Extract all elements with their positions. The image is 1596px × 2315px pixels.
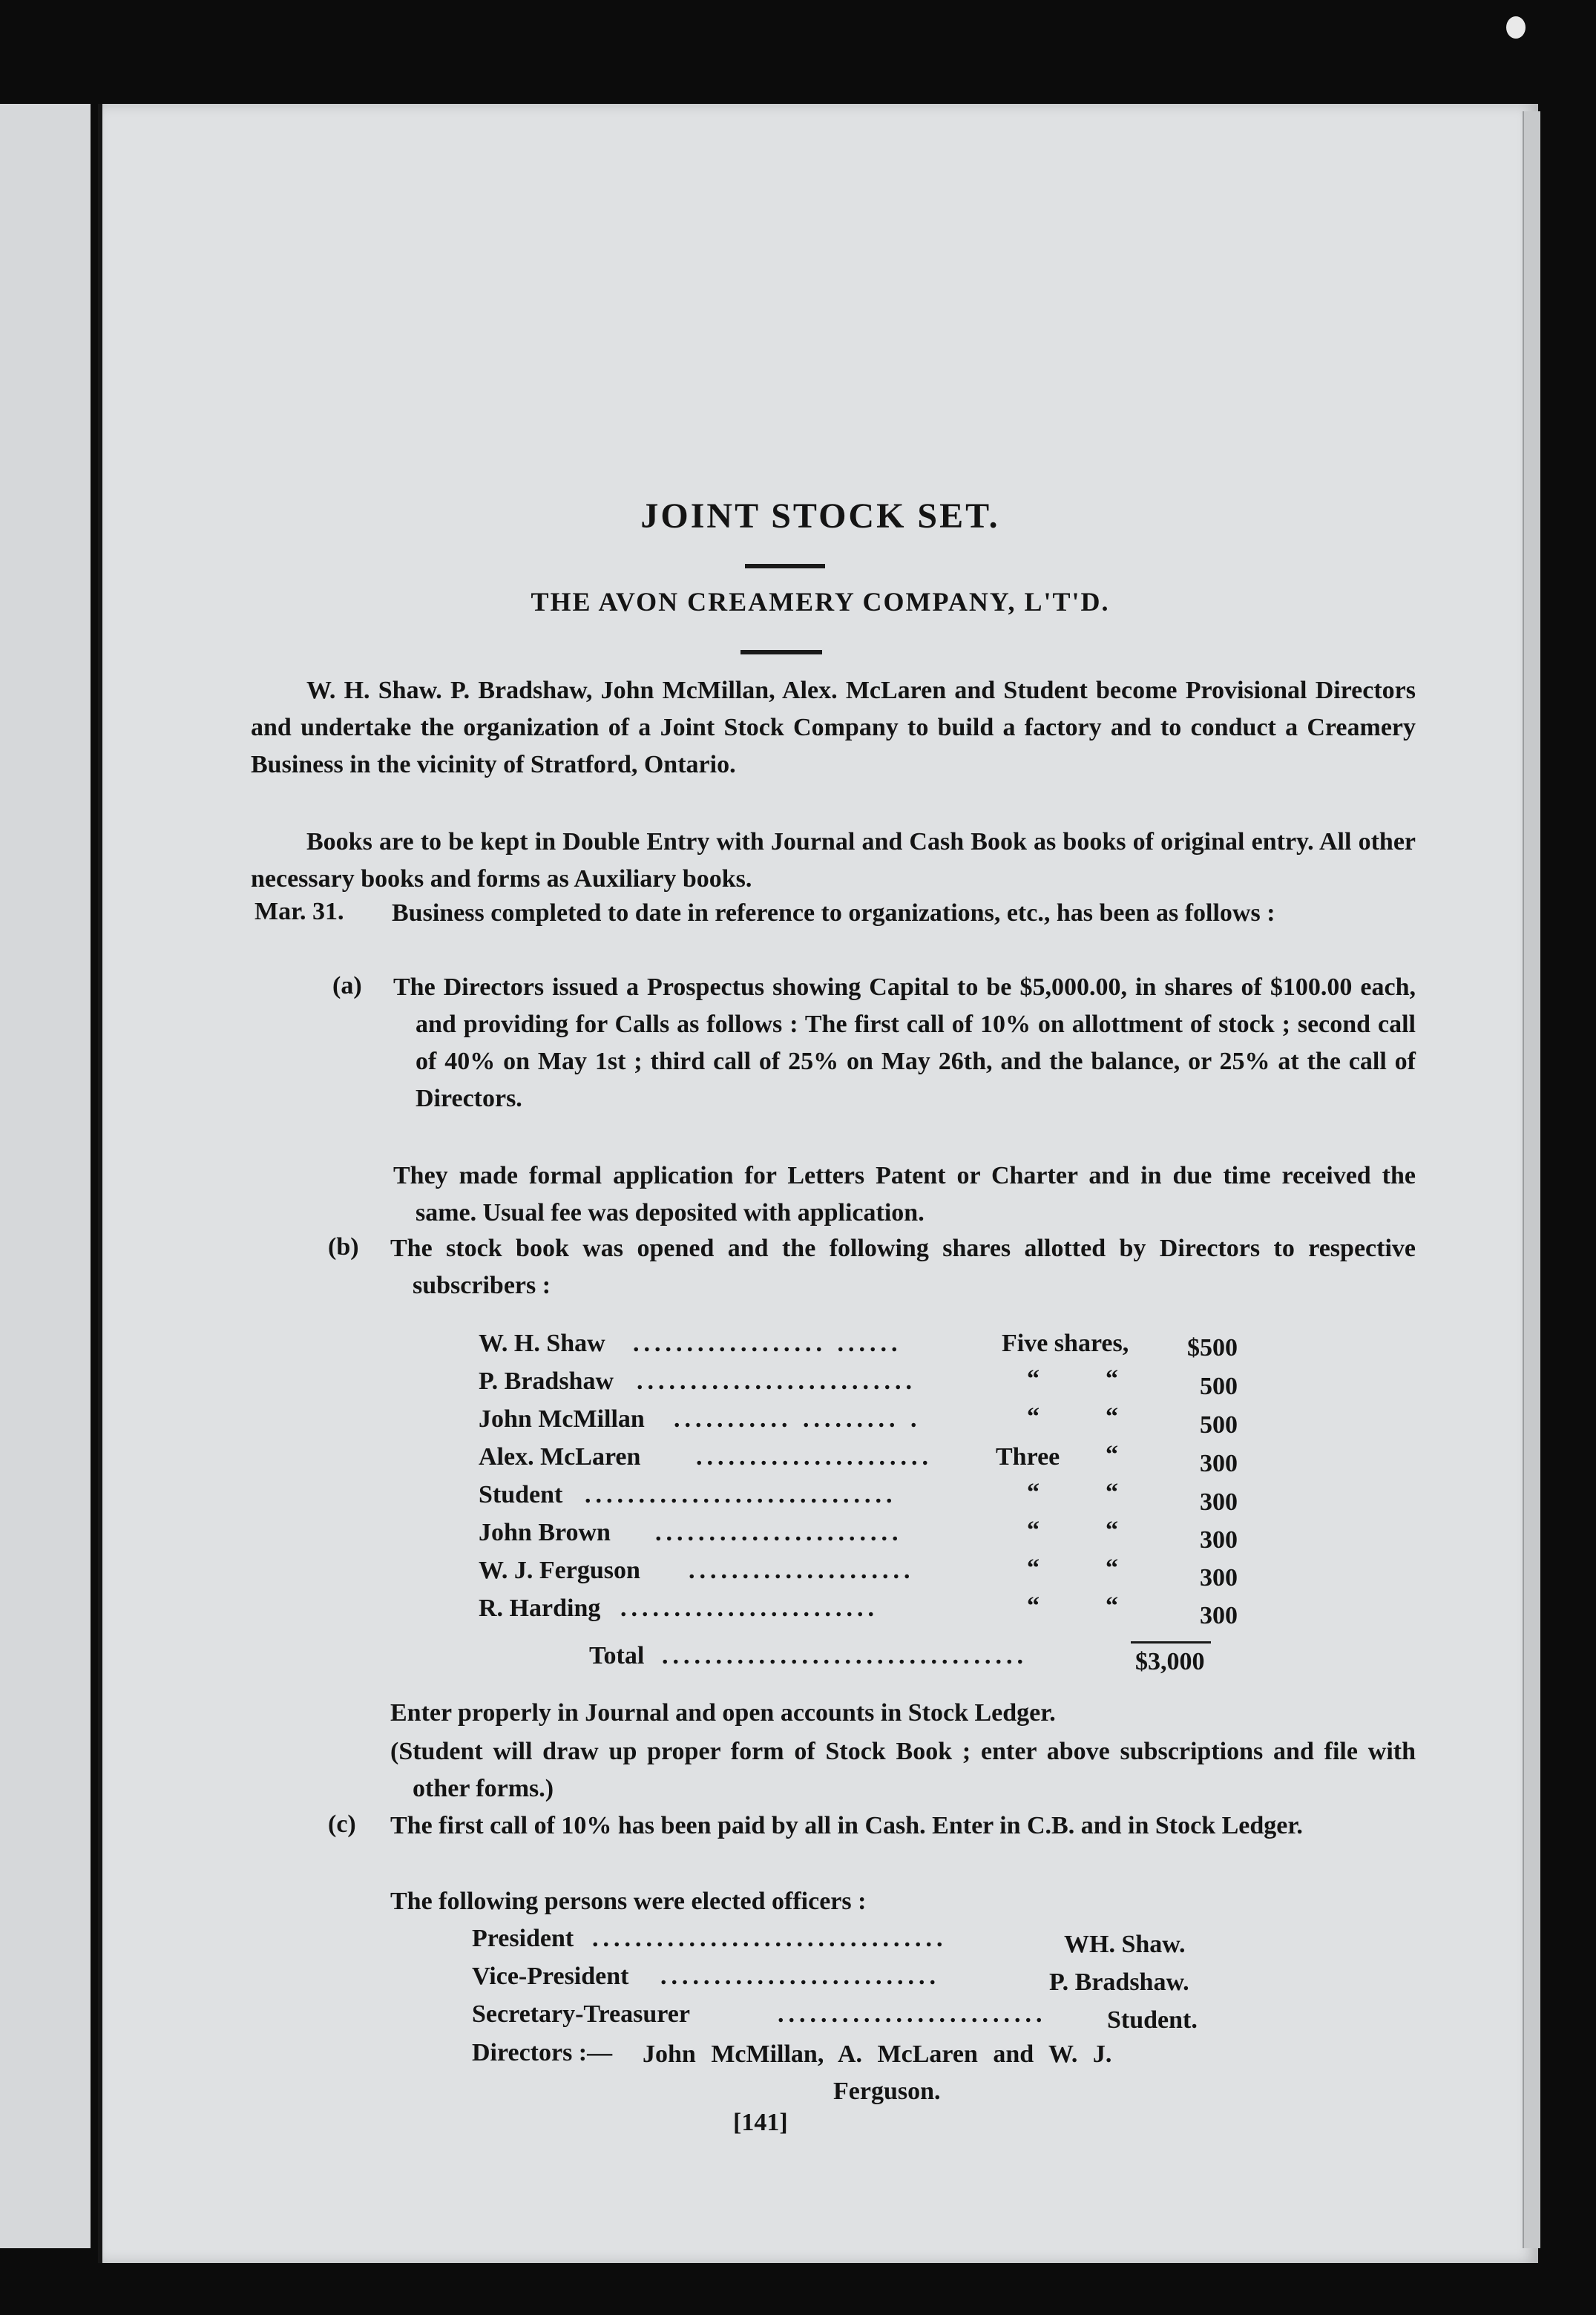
intro-paragraph: W. H. Shaw. P. Bradshaw, John McMillan, Alex. McLaren and Student become Provisional Directors and undertake the organization of a Joint Stock Company to build a factory and to conduct a Creamery Business in the vicinity of Stratford, Ontario. xyxy=(251,677,1416,778)
books-paragraph: Books are to be kept in Double Entry with Journal and Cash Book as books of original entry. All other necessary books and forms as Auxiliary books. xyxy=(251,828,1416,893)
ditto-mark: “ xyxy=(1106,1554,1118,1582)
subscriber-name: John McMillan xyxy=(479,1405,645,1433)
subscriber-shares: Three xyxy=(996,1443,1060,1471)
ditto-mark: “ xyxy=(1106,1403,1118,1431)
total-rule xyxy=(1131,1641,1211,1644)
subscriber-amount: 300 xyxy=(1200,1526,1238,1554)
subscriber-amount: 500 xyxy=(1200,1411,1238,1439)
item-b-text: The stock book was opened and the following shares allotted by Directors to respective subscribers : xyxy=(390,1235,1416,1299)
subscriber-amount: 300 xyxy=(1200,1602,1238,1629)
leader-dots: .................. ...... xyxy=(633,1330,902,1357)
date-label: Mar. 31. xyxy=(254,898,344,925)
officer-name: Student. xyxy=(1107,2006,1198,2034)
subscriber-name: W. J. Ferguson xyxy=(479,1557,640,1584)
officer-name: WH. Shaw. xyxy=(1064,1931,1186,1958)
leader-dots: .......................... xyxy=(660,1963,940,1990)
ditto-mark: “ xyxy=(1106,1517,1118,1544)
officer-role: Vice-President xyxy=(472,1963,629,1990)
subscriber-name: John Brown xyxy=(479,1519,611,1546)
subscriber-name: P. Bradshaw xyxy=(479,1367,614,1395)
leader-dots: .......................... xyxy=(637,1367,916,1395)
title-rule xyxy=(745,564,825,568)
student-note: (Student will draw up proper form of Stock Book ; enter above subscriptions and file with other forms.) xyxy=(390,1738,1416,1802)
leader-dots: ...................... xyxy=(696,1443,933,1471)
ditto-mark: “ xyxy=(1027,1403,1040,1431)
subscriber-name: Alex. McLaren xyxy=(479,1443,641,1471)
leader-dots: ................................. xyxy=(592,1925,948,1952)
leader-dots: ........... ......... . xyxy=(674,1405,922,1433)
leader-dots: ..................... xyxy=(689,1557,915,1584)
ditto-mark: “ xyxy=(1027,1554,1040,1582)
ditto-mark: “ xyxy=(1106,1365,1118,1393)
facing-page-edge xyxy=(0,104,91,2248)
subscriber-name: R. Harding xyxy=(479,1595,601,1622)
officers-intro: The following persons were elected officers : xyxy=(390,1888,867,1915)
subtitle-rule xyxy=(740,650,822,654)
subscriber-amount: 500 xyxy=(1200,1373,1238,1400)
item-c-text: The first call of 10% has been paid by all in Cash. Enter in C.B. and in Stock Ledger. xyxy=(390,1812,1303,1839)
enter-line: Enter properly in Journal and open accounts in Stock Ledger. xyxy=(390,1699,1056,1727)
subscriber-shares: Five shares, xyxy=(1002,1330,1129,1357)
subscriber-name: Student xyxy=(479,1481,563,1508)
leader-dots: .................................. xyxy=(662,1642,1028,1669)
scan-mark xyxy=(1506,16,1526,39)
ditto-mark: “ xyxy=(1106,1479,1118,1506)
ditto-mark: “ xyxy=(1027,1592,1040,1620)
ditto-mark: “ xyxy=(1027,1479,1040,1506)
ditto-mark: “ xyxy=(1027,1517,1040,1544)
leader-dots: ......................... xyxy=(778,2000,1047,2028)
subscriber-amount: $500 xyxy=(1187,1334,1238,1362)
document-page xyxy=(98,104,1538,2263)
ditto-mark: “ xyxy=(1027,1365,1040,1393)
subscriber-amount: 300 xyxy=(1200,1450,1238,1477)
subscriber-amount: 300 xyxy=(1200,1488,1238,1516)
subscriber-amount: 300 xyxy=(1200,1564,1238,1592)
page-edge xyxy=(1523,111,1540,2248)
ditto-mark: “ xyxy=(1106,1592,1118,1620)
officer-role: Secretary-Treasurer xyxy=(472,2000,690,2028)
directors-names-cont: Ferguson. xyxy=(833,2078,941,2105)
directors-names: John McMillan, A. McLaren and W. J. xyxy=(643,2040,1112,2068)
leader-dots: ....................... xyxy=(655,1519,903,1546)
leader-dots: ............................. xyxy=(585,1481,897,1508)
item-a-marker: (a) xyxy=(332,972,362,999)
total-amount: $3,000 xyxy=(1135,1648,1205,1675)
total-label: Total xyxy=(589,1642,645,1669)
ditto-mark: “ xyxy=(1106,1441,1118,1468)
item-a-followup: They made formal application for Letters Patent or Charter and in due time received the same. Usual fee was deposited with application. xyxy=(393,1162,1416,1227)
item-c-marker: (c) xyxy=(328,1810,356,1838)
date-text: Business completed to date in reference to organizations, etc., has been as follows : xyxy=(392,899,1275,927)
officer-name: P. Bradshaw. xyxy=(1049,1968,1189,1996)
page-title: JOINT STOCK SET. xyxy=(640,496,1000,536)
subscriber-name: W. H. Shaw xyxy=(479,1330,605,1357)
item-a-text: The Directors issued a Prospectus showing Capital to be $5,000.00, in shares of $100.00 each, and providing for Calls as follows : The first call of 10% on allottment of stock ; second call of 40% on May 1st ; third call of 25% on May 26th, and the balance, or 25% at the call of Directors. xyxy=(393,973,1416,1112)
page-number: [141] xyxy=(733,2109,788,2136)
directors-label: Directors :— xyxy=(472,2039,613,2066)
officer-role: President xyxy=(472,1925,574,1952)
leader-dots: ........................ xyxy=(620,1595,879,1622)
page-subtitle: THE AVON CREAMERY COMPANY, L'T'D. xyxy=(531,587,1110,617)
item-b-marker: (b) xyxy=(328,1233,359,1261)
